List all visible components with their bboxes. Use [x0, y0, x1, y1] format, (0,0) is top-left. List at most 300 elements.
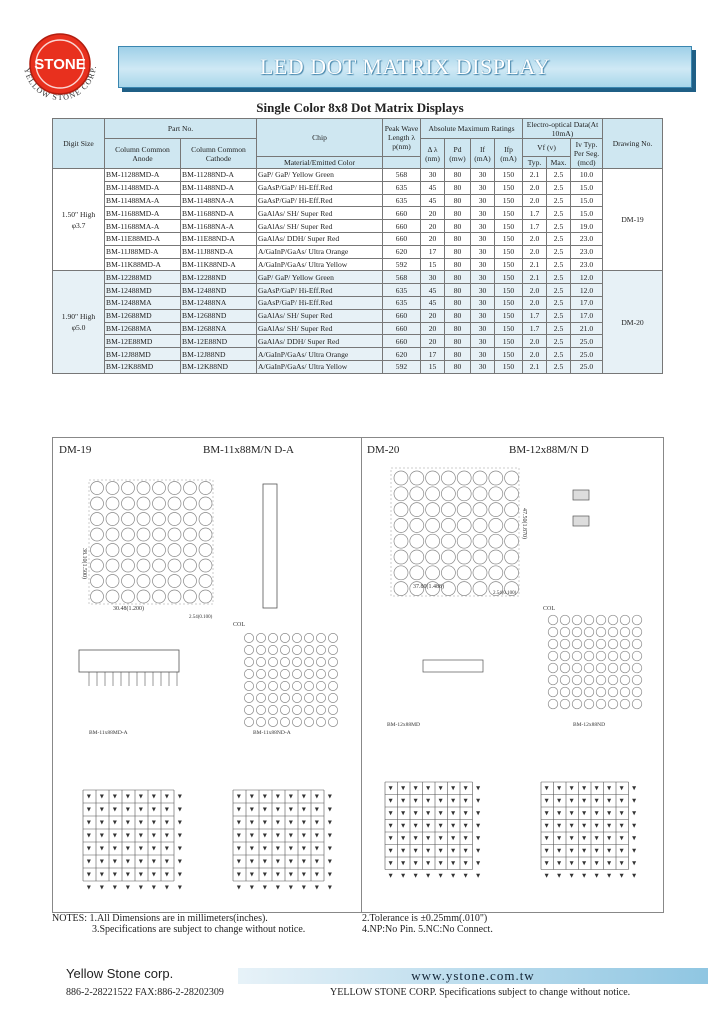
- dm19-schem-b-led-diode: [315, 886, 319, 890]
- dm19-front-dot: [122, 482, 135, 495]
- table-cell: 1.7: [523, 207, 547, 220]
- table-cell: BM-11488NA-A: [181, 194, 257, 207]
- table-cell: BM-11K88ND-A: [181, 258, 257, 271]
- dm19-front-dot: [91, 528, 104, 541]
- dm19-pin-dot: [244, 669, 253, 678]
- dm19-bottom-view: [79, 650, 179, 672]
- dm20-schem-a-led-diode: [401, 811, 405, 815]
- table-row: [53, 258, 663, 271]
- table-cell: 30: [471, 194, 495, 207]
- table-cell: 2.1: [523, 258, 547, 271]
- dm19-pin-dot: [280, 633, 289, 642]
- table-cell: 150: [495, 207, 523, 220]
- table-cell: GaAlAs/ DDH/ Super Red: [257, 232, 383, 245]
- dm19-schem-a-led-diode: [87, 834, 91, 838]
- dm19-pin-dot: [244, 657, 253, 666]
- dm19-pin-dot: [268, 705, 277, 714]
- dm20-schem-a-led-diode: [476, 786, 480, 790]
- dm19-schem-a-led-diode: [87, 847, 91, 851]
- dm19-pin-dot: [292, 681, 301, 690]
- table-cell: BM-11488MA-A: [105, 194, 181, 207]
- table-cell: BM-12488MA: [105, 296, 181, 309]
- dm19-schem-a-led-diode: [113, 834, 117, 838]
- dm19-front-dot: [184, 482, 197, 495]
- dm20-pin-dot: [632, 663, 642, 673]
- dm19-pin-dot: [292, 717, 301, 726]
- table-row: [53, 220, 663, 233]
- dm19-front-dot: [199, 528, 212, 541]
- table-cell: BM-12J88ND: [181, 348, 257, 361]
- dm20-schem-a-led-diode: [426, 786, 430, 790]
- dm20-pin-dot: [548, 615, 558, 625]
- dm19-schem-a-led-diode: [178, 808, 182, 812]
- dm20-pin-dot: [584, 627, 594, 637]
- table-cell: 2.5: [547, 258, 571, 271]
- table-row: [53, 181, 663, 194]
- dm19-schem-b-led-diode: [289, 860, 293, 864]
- dm19-front-dot: [184, 590, 197, 603]
- dm20-pin-dot: [572, 651, 582, 661]
- dm20-schem-a-led-diode: [414, 811, 418, 815]
- footer-company: Yellow Stone corp.: [66, 966, 174, 981]
- dm20-front-dot: [394, 582, 408, 596]
- dm19-schem-b-led-diode: [263, 795, 267, 799]
- dm19-front-dot: [91, 559, 104, 572]
- table-cell: 2.5: [547, 232, 571, 245]
- th-chip: Chip: [257, 119, 383, 157]
- dm20-schem-a-led-diode: [389, 824, 393, 828]
- dm20-front-dot: [410, 534, 424, 548]
- dm19-front-dot: [168, 575, 181, 588]
- table-cell: BM-12J88MD: [105, 348, 181, 361]
- dm19-schem-a-led-diode: [165, 873, 169, 877]
- dm20-schem-b-led-diode: [582, 849, 586, 853]
- stone-logo: [14, 18, 106, 110]
- table-row: [53, 284, 663, 297]
- dm19-schem-a-led-diode: [165, 795, 169, 799]
- dm20-outline: [391, 468, 519, 596]
- th-peak: Peak Wave Length λ p(nm): [383, 119, 421, 157]
- dm19-schem-a-led-diode: [139, 860, 143, 864]
- table-cell: 150: [495, 258, 523, 271]
- table-cell: 80: [445, 220, 471, 233]
- dm20-schem-b-led-diode: [632, 824, 636, 828]
- dm20-schem-a-led-diode: [401, 861, 405, 865]
- table-cell: 2.5: [547, 296, 571, 309]
- dm19-pin-dot: [316, 717, 325, 726]
- table-cell: 80: [445, 169, 471, 182]
- dm19-front-dot: [168, 559, 181, 572]
- dm19-pin-pitch: 2.54(0.100): [189, 615, 213, 620]
- table-cell: 2.5: [547, 169, 571, 182]
- dm19-pin-dot: [328, 633, 337, 642]
- dm19-schem-a-led-diode: [87, 860, 91, 864]
- dm20-pin-dot: [572, 687, 582, 697]
- table-cell: 20: [421, 232, 445, 245]
- table-cell: BM-12688MD: [105, 309, 181, 322]
- dm19-pin-dot: [304, 717, 313, 726]
- table-cell: BM-12488MD: [105, 284, 181, 297]
- dm19-schem-b-led-diode: [302, 821, 306, 825]
- th-typ: Typ.: [523, 157, 547, 169]
- dm19-front-dot: [106, 544, 119, 557]
- table-cell: 23.0: [571, 232, 603, 245]
- table-cell: 30: [421, 169, 445, 182]
- dm19-schem-a-led-diode: [152, 886, 156, 890]
- dm19-front-dot: [153, 544, 166, 557]
- table-cell: GaAlAs/ DDH/ Super Red: [257, 335, 383, 348]
- dm20-schem-b-led-diode: [632, 836, 636, 840]
- drawing-no-cell: DM-19: [603, 169, 663, 271]
- dm19-schem-b-led-diode: [289, 873, 293, 877]
- dm19-schem-a-led-diode: [165, 808, 169, 812]
- dm20-schem-a-led-diode: [426, 874, 430, 878]
- table-cell: GaAlAs/ SH/ Super Red: [257, 220, 383, 233]
- dm19-schem-b-led-diode: [237, 808, 241, 812]
- table-cell: 30: [471, 309, 495, 322]
- dm20-pin-dot: [572, 615, 582, 625]
- dm20-front-dot: [473, 582, 487, 596]
- dm19-schem-b-led-diode: [276, 847, 280, 851]
- table-cell: 17.0: [571, 296, 603, 309]
- dm19-front-dot: [122, 513, 135, 526]
- dm20-front-dot: [457, 471, 471, 485]
- dm19-schem-b-led-diode: [328, 873, 332, 877]
- dm20-schem-a-led-diode: [414, 836, 418, 840]
- dm20-pin-dot: [632, 627, 642, 637]
- dm20-front-dot: [505, 471, 519, 485]
- dm19-schem-b-led-diode: [328, 847, 332, 851]
- th-iv: Iv Typ. Per Seg. (mcd): [571, 139, 603, 169]
- dm20-front-dot: [457, 566, 471, 580]
- dm19-pin-dot: [304, 633, 313, 642]
- table-cell: 15: [421, 360, 445, 373]
- dm20-schem-a-led-diode: [476, 849, 480, 853]
- dm20-front-dot: [441, 487, 455, 501]
- dm19-pin-dot: [256, 693, 265, 702]
- dm19-schem-b-led-diode: [276, 860, 280, 864]
- dm19-schem-a-led-diode: [178, 795, 182, 799]
- dm19-schem-b-led-diode: [237, 860, 241, 864]
- table-cell: 80: [445, 245, 471, 258]
- table-cell: 2.0: [523, 245, 547, 258]
- table-cell: 1.7: [523, 220, 547, 233]
- table-cell: 15.0: [571, 207, 603, 220]
- table-cell: 30: [471, 258, 495, 271]
- dm19-schem-a-led-diode: [152, 834, 156, 838]
- dm19-front-dot: [106, 497, 119, 510]
- table-cell: 30: [471, 207, 495, 220]
- table-cell: 150: [495, 271, 523, 284]
- dm19-pin-dot: [256, 633, 265, 642]
- table-cell: 568: [383, 169, 421, 182]
- dm19-front-dot: [168, 590, 181, 603]
- dm19-schem-b-led-diode: [328, 886, 332, 890]
- dm19-pin-dot: [292, 657, 301, 666]
- table-cell: 660: [383, 207, 421, 220]
- table-cell: 80: [445, 258, 471, 271]
- dm20-schem-b-led-diode: [620, 849, 624, 853]
- dm20-schem-a-led-diode: [464, 874, 468, 878]
- table-cell: BM-11488MD-A: [105, 181, 181, 194]
- dm20-schem-b-led-diode: [570, 824, 574, 828]
- table-row: [53, 194, 663, 207]
- dm20-schem-b-led-diode: [607, 861, 611, 865]
- dm19-front-dot: [153, 590, 166, 603]
- dm20-front-dot: [457, 487, 471, 501]
- dm20-schem-a-led-diode: [426, 849, 430, 853]
- dm20-pin-dot: [584, 687, 594, 697]
- dm19-schem-a-led-diode: [126, 873, 130, 877]
- dm19-dim-height: 38.10(1.500): [81, 548, 87, 579]
- table-cell: 150: [495, 181, 523, 194]
- dm20-schem-a-led-diode: [389, 861, 393, 865]
- dm20-schem-b-led-diode: [557, 849, 561, 853]
- dm20-schem-b-led-diode: [557, 836, 561, 840]
- dm20-schem-a-led-diode: [476, 824, 480, 828]
- dm19-front-dot: [122, 590, 135, 603]
- dm19-front-dot: [184, 559, 197, 572]
- spec-table: [52, 118, 663, 374]
- dm19-pin-dot: [316, 705, 325, 714]
- dm20-schem-a-led-diode: [451, 799, 455, 803]
- table-cell: 45: [421, 284, 445, 297]
- dm20-schem-b-led-diode: [570, 786, 574, 790]
- dm19-schem-a-led-diode: [178, 834, 182, 838]
- dm19-schem-a-led-diode: [139, 808, 143, 812]
- dm19-front-dot: [137, 544, 150, 557]
- dm19-schem-a-led-diode: [165, 860, 169, 864]
- table-cell: 80: [445, 284, 471, 297]
- table-cell: 2.0: [523, 296, 547, 309]
- dm19-front-dot: [137, 590, 150, 603]
- dm20-side-part: [573, 490, 589, 500]
- dm20-pin-dot: [608, 651, 618, 661]
- table-cell: 2.5: [547, 194, 571, 207]
- dm19-schem-b-led-diode: [263, 860, 267, 864]
- dm20-schem-b-led-diode: [570, 836, 574, 840]
- dm19-schem-b-led-diode: [237, 847, 241, 851]
- dm20-schem-a-led-diode: [414, 786, 418, 790]
- table-cell: GaAsP/GaP/ Hi-Eff.Red: [257, 296, 383, 309]
- table-cell: 80: [445, 360, 471, 373]
- dm19-pin-dot: [256, 705, 265, 714]
- dm19-pin-dot: [244, 705, 253, 714]
- dm19-pin-dot: [244, 633, 253, 642]
- table-cell: BM-12K88MD: [105, 360, 181, 373]
- table-cell: 30: [471, 360, 495, 373]
- dm20-front-dot: [505, 566, 519, 580]
- dm19-front-dot: [137, 482, 150, 495]
- table-cell: 30: [471, 271, 495, 284]
- dm20-schem-b-led-diode: [557, 824, 561, 828]
- table-cell: 2.5: [547, 181, 571, 194]
- dm19-schem-b-led-diode: [263, 808, 267, 812]
- dm20-pin-dot: [548, 687, 558, 697]
- dm19-caption-a: BM-11x88MD-A: [89, 730, 128, 736]
- table-cell: 150: [495, 245, 523, 258]
- dm19-pin-dot: [304, 645, 313, 654]
- table-row: [53, 169, 663, 182]
- dm19-schem-a-led-diode: [152, 795, 156, 799]
- dm20-pin-dot: [560, 675, 570, 685]
- dm20-schem-b-led-diode: [545, 811, 549, 815]
- th-drawing: Drawing No.: [603, 119, 663, 169]
- dm20-pin-dot: [632, 651, 642, 661]
- dm19-front-dot: [168, 497, 181, 510]
- table-cell: A/GaInP/GaAs/ Ultra Yellow: [257, 258, 383, 271]
- dm19-schem-b-led-diode: [237, 821, 241, 825]
- dm19-schem-a-led-diode: [100, 847, 104, 851]
- dm19-pin-dot: [316, 669, 325, 678]
- dm20-pin-dot: [548, 675, 558, 685]
- table-cell: 2.5: [547, 360, 571, 373]
- table-cell: 150: [495, 348, 523, 361]
- dm20-front-dot: [473, 471, 487, 485]
- table-cell: 25.0: [571, 335, 603, 348]
- footer-phone: 886-2-28221522 FAX:886-2-28202309: [66, 987, 224, 998]
- dm20-schem-b-led-diode: [595, 874, 599, 878]
- dm20-schem-a-led-diode: [426, 811, 430, 815]
- table-cell: GaP/ GaP/ Yellow Green: [257, 271, 383, 284]
- th-electro: Electro-optical Data(At 10mA): [523, 119, 603, 139]
- dm20-pin-dot: [584, 663, 594, 673]
- dm20-schem-a-led-diode: [451, 874, 455, 878]
- table-cell: 17: [421, 348, 445, 361]
- dm20-front-dot: [426, 503, 440, 517]
- dm19-schem-b-led-diode: [263, 847, 267, 851]
- dm20-schem-b-led-diode: [607, 836, 611, 840]
- dm20-schem-a-led-diode: [401, 836, 405, 840]
- dm19-pin-dot: [268, 717, 277, 726]
- table-cell: BM-12K88ND: [181, 360, 257, 373]
- dm20-front-dot: [489, 503, 503, 517]
- dm19-schem-b-led-diode: [276, 821, 280, 825]
- dm19-schem-b-led-diode: [250, 860, 254, 864]
- table-cell: 1.7: [523, 322, 547, 335]
- table-subtitle: Single Color 8x8 Dot Matrix Displays: [256, 100, 464, 115]
- dm20-schem-b-led-diode: [557, 874, 561, 878]
- dm20-schem-b-led-diode: [582, 874, 586, 878]
- dm20-schem-a-led-diode: [451, 836, 455, 840]
- dm20-pin-dot: [620, 627, 630, 637]
- dm20-schem-b-led-diode: [582, 824, 586, 828]
- dm19-pin-dot: [328, 657, 337, 666]
- dm19-front-dot: [91, 544, 104, 557]
- dm19-pin-dot: [316, 657, 325, 666]
- dm19-pin-dot: [316, 633, 325, 642]
- dm19-schem-b-led-diode: [289, 821, 293, 825]
- dm19-schem-b-led-diode: [302, 886, 306, 890]
- dm19-front-dot: [199, 575, 212, 588]
- dm20-schem-b-led-diode: [607, 811, 611, 815]
- table-cell: 150: [495, 194, 523, 207]
- dm20-schem-b-led-diode: [545, 824, 549, 828]
- dm19-front-dot: [153, 497, 166, 510]
- dm19-schem-a-led-diode: [87, 821, 91, 825]
- dm19-pin-dot: [304, 705, 313, 714]
- dm20-schem-a-led-diode: [451, 786, 455, 790]
- footer-disclaimer: YELLOW STONE CORP. Specifications subject to change without notice.: [330, 987, 631, 998]
- dm20-front-dot: [410, 503, 424, 517]
- table-cell: GaAsP/GaP/ Hi-Eff.Red: [257, 181, 383, 194]
- dm20-pin-dot: [596, 675, 606, 685]
- dm19-schem-b-led-diode: [328, 795, 332, 799]
- dm20-front-dot: [410, 471, 424, 485]
- dm20-schem-a-led-diode: [401, 849, 405, 853]
- dm20-schem-b-led-diode: [632, 861, 636, 865]
- table-cell: 2.5: [547, 309, 571, 322]
- title-banner: [118, 46, 692, 88]
- dm20-front-dot: [410, 550, 424, 564]
- dm20-schem-a-led-diode: [389, 811, 393, 815]
- dm19-col-label: COL: [233, 622, 245, 628]
- table-cell: 20: [421, 207, 445, 220]
- table-cell: 150: [495, 322, 523, 335]
- table-cell: 30: [471, 322, 495, 335]
- table-cell: BM-12E88MD: [105, 335, 181, 348]
- table-cell: 23.0: [571, 258, 603, 271]
- table-cell: 80: [445, 348, 471, 361]
- dm20-schem-a-led-diode: [426, 824, 430, 828]
- dm20-front-dot: [426, 487, 440, 501]
- dm19-front-dot: [168, 482, 181, 495]
- dm19-schem-b-led-diode: [276, 886, 280, 890]
- dm20-part: BM-12x88M/N D: [509, 444, 589, 456]
- dm19-front-dot: [184, 513, 197, 526]
- footer-url[interactable]: www.ystone.com.tw: [411, 968, 535, 983]
- dm20-schem-b-led-diode: [570, 861, 574, 865]
- table-cell: 80: [445, 181, 471, 194]
- dm20-pin-dot: [596, 639, 606, 649]
- dm19-schem-a-led-diode: [113, 886, 117, 890]
- dm20-schem-a-led-diode: [476, 836, 480, 840]
- dm20-schem-b-led-diode: [595, 811, 599, 815]
- dm19-pin-dot: [244, 717, 253, 726]
- dm20-schem-b-led-diode: [570, 811, 574, 815]
- table-cell: 660: [383, 309, 421, 322]
- dm20-pin-dot: [548, 699, 558, 709]
- dm19-front-dot: [184, 575, 197, 588]
- dm20-schem-b-led-diode: [582, 786, 586, 790]
- dm20-pin-dot: [560, 627, 570, 637]
- dm20-schem-a-led-diode: [439, 786, 443, 790]
- table-cell: 2.0: [523, 348, 547, 361]
- table-cell: BM-11E88MD-A: [105, 232, 181, 245]
- dm20-pin-dot: [560, 699, 570, 709]
- table-cell: A/GaInP/GaAs/ Ultra Orange: [257, 348, 383, 361]
- dm20-schem-a-led-diode: [451, 824, 455, 828]
- dm19-schem-a-led-diode: [139, 821, 143, 825]
- table-cell: BM-11K88MD-A: [105, 258, 181, 271]
- dm19-pin-dot: [256, 645, 265, 654]
- dm20-schem-a-led-diode: [464, 836, 468, 840]
- th-col-anode: Column Common Anode: [105, 139, 181, 169]
- dm20-schem-b-led-diode: [632, 874, 636, 878]
- dm20-schem-b-led-diode: [607, 799, 611, 803]
- dm20-schem-b-led-diode: [620, 786, 624, 790]
- dm20-schem-a-led-diode: [464, 786, 468, 790]
- dm20-pin-pitch: 2.54(0.100): [493, 591, 517, 596]
- dm19-schem-a-led-diode: [165, 886, 169, 890]
- table-row: [53, 360, 663, 373]
- dm19-front-dot: [168, 544, 181, 557]
- note-1: NOTES: 1.All Dimensions are in millimeters(inches).: [52, 913, 268, 924]
- dm19-pin-dot: [268, 693, 277, 702]
- dm20-front-dot: [394, 534, 408, 548]
- dm19-pin-dot: [256, 669, 265, 678]
- table-cell: 150: [495, 296, 523, 309]
